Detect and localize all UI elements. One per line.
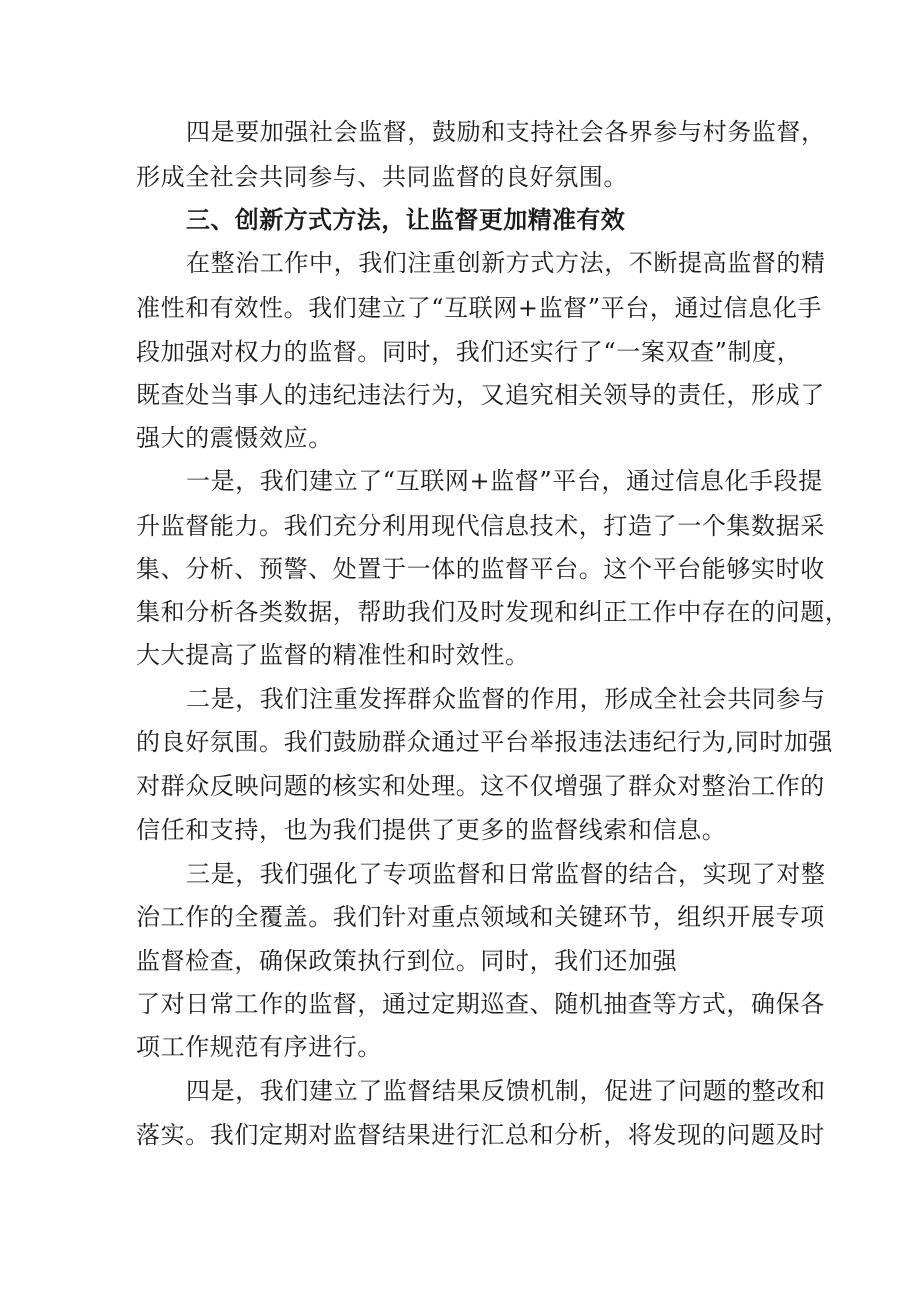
paragraph-line: 准性和有效性。我们建立了“互联网+监督”平台，通过信息化手 — [136, 294, 823, 322]
paragraph-line: 对群众反映问题的核实和处理。这不仅增强了群众对整治工作的 — [136, 772, 825, 800]
section-heading: 三、创新方式方法，让监督更加精准有效 — [186, 206, 626, 234]
paragraph-line: 集、分析、预警、处置于一体的监督平台。这个平台能够实时收 — [136, 555, 825, 583]
paragraph-line: 一是，我们建立了“互联网+监督”平台，通过信息化手段提 — [186, 467, 823, 495]
paragraph-line: 监督检查，确保政策执行到位。同时，我们还加强 — [136, 947, 678, 975]
paragraph-line: 二是，我们注重发挥群众监督的作用，形成全社会共同参与 — [186, 685, 826, 713]
paragraph-line: 的良好氛围。我们鼓励群众通过平台举报违法违纪行为,同时加强 — [136, 728, 834, 756]
paragraph-line: 治工作的全覆盖。我们针对重点领域和关键环节，组织开展专项 — [136, 903, 825, 931]
paragraph-line: 项工作规范有序进行。 — [136, 1033, 382, 1061]
paragraph-line: 大大提高了监督的精准性和时效性。 — [136, 641, 530, 669]
paragraph-line: 段加强对权力的监督。同时，我们还实行了“一案双查”制度， — [136, 338, 802, 366]
paragraph-line: 形成全社会共同参与、共同监督的良好氛围。 — [136, 163, 628, 191]
paragraph-line: 在整治工作中，我们注重创新方式方法，不断提高监督的精 — [186, 249, 826, 277]
paragraph-line: 落实。我们定期对监督结果进行汇总和分析，将发现的问题及时 — [136, 1121, 825, 1149]
paragraph-line: 三是，我们强化了专项监督和日常监督的结合，实现了对整 — [186, 860, 826, 888]
paragraph-line: 四是，我们建立了监督结果反馈机制，促进了问题的整改和 — [186, 1077, 826, 1105]
paragraph-line: 四是要加强社会监督，鼓励和支持社会各界参与村务监督， — [186, 118, 826, 146]
paragraph-line: 了对日常工作的监督，通过定期巡查、随机抽查等方式，确保各 — [136, 990, 825, 1018]
paragraph-line: 既查处当事人的违纪违法行为，又追究相关领导的责任，形成了 — [136, 381, 825, 409]
paragraph-line: 集和分析各类数据，帮助我们及时发现和纠正工作中存在的问题， — [136, 598, 850, 626]
paragraph-line: 强大的震慑效应。 — [136, 424, 333, 452]
paragraph-line: 信任和支持，也为我们提供了更多的监督线索和信息。 — [136, 816, 727, 844]
paragraph-line: 升监督能力。我们充分利用现代信息技术，打造了一个集数据采 — [136, 512, 825, 540]
